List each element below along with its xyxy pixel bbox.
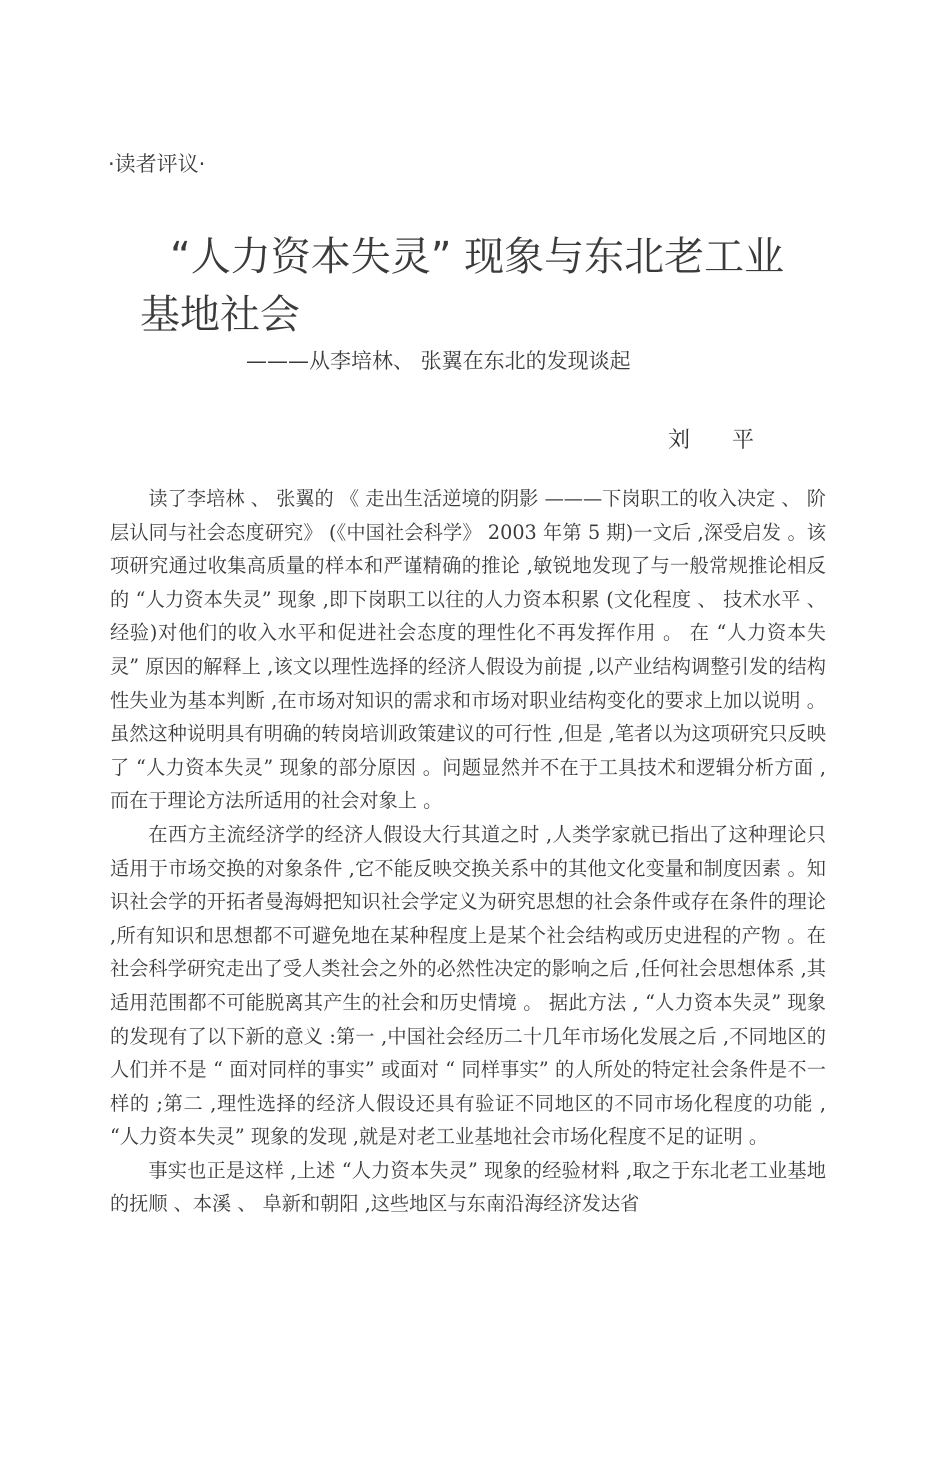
article-title <box>140 228 840 344</box>
author-name: 刘平 <box>668 428 797 453</box>
paragraph: 读了李培林 、 张翼的 《 走出生活逆境的阴影 ———下岗职工的收入决定 、 阶层认同与社会态度研究》 (《中国社会科学》 2003 年第 5 期)一文后 ,深受启发 。该项研究通过收集高质量的样本和严谨精确的推论 ,敏锐地发现了与一般常规推论相反的 “人力资本失灵” 现象 ,即下岗职工以往的人力资本积累 (文化程度 、 技术水平 、 经验)对他们的收入水平和促进社会态度的理性化不再发挥作用 。 在 “人力资本失灵” 原因的解释上 ,该文以理性选择的经济人假设为前提 ,以产业结构调整引发的结构性失业为基本判断 ,在市场对知识的需求和市场对职业结构变化的要求上加以说明 。虽然这种说明具有明确的转岗培训政策建议的可行性 ,但是 ,笔者以为这项研究只反映了 “人力资本失灵” 现象的部分原因 。问题显然并不在于工具技术和逻辑分析方面 ,而在于理论方法所适用的社会对象上 。 <box>110 487 826 813</box>
title-line-1: “人力资本失灵” 现象与东北老工业 <box>170 234 785 280</box>
paragraph: 在西方主流经济学的经济人假设大行其道之时 ,人类学家就已指出了这种理论只适用于市场交换的对象条件 ,它不能反映交换关系中的其他文化变量和制度因素 。知识社会学的开拓者曼海姆把知识社会学定义为研究思想的社会条件或存在条件的理论 ,所有知识和思想都不可避免地在某种程度上是某个社会结构或历史进程的产物 。在社会科学研究走出了受人类社会之外的必然性决定的影响之后 ,任何社会思想体系 ,其适用范围都不可能脱离其产生的社会和历史情境 。 据此方法 , “人力资本失灵” 现象的发现有了以下新的意义 :第一 ,中国社会经历二十几年市场化发展之后 ,不同地区的人们并不是 “ 面对同样的事实” 或面对 “ 同样事实” 的人所处的特定社会条件是不一样的 ;第二 ,理性选择的经济人假设还具有验证不同地区的不同市场化程度的功能 , “人力资本失灵” 现象的发现 ,就是对老工业基地社会市场化程度不足的证明 。 <box>110 822 826 1149</box>
title-line-2: 基地社会 <box>140 292 300 338</box>
column-tag: ·读者评议· <box>108 152 206 176</box>
article-body <box>110 482 826 1221</box>
article-subtitle: ———从李培林、 张翼在东北的发现谈起 <box>246 349 631 373</box>
paragraph: 事实也正是这样 ,上述 “人力资本失灵” 现象的经验材料 ,取之于东北老工业基地的抚顺 、本溪 、 阜新和朝阳 ,这些地区与东南沿海经济发达省 <box>110 1158 826 1216</box>
